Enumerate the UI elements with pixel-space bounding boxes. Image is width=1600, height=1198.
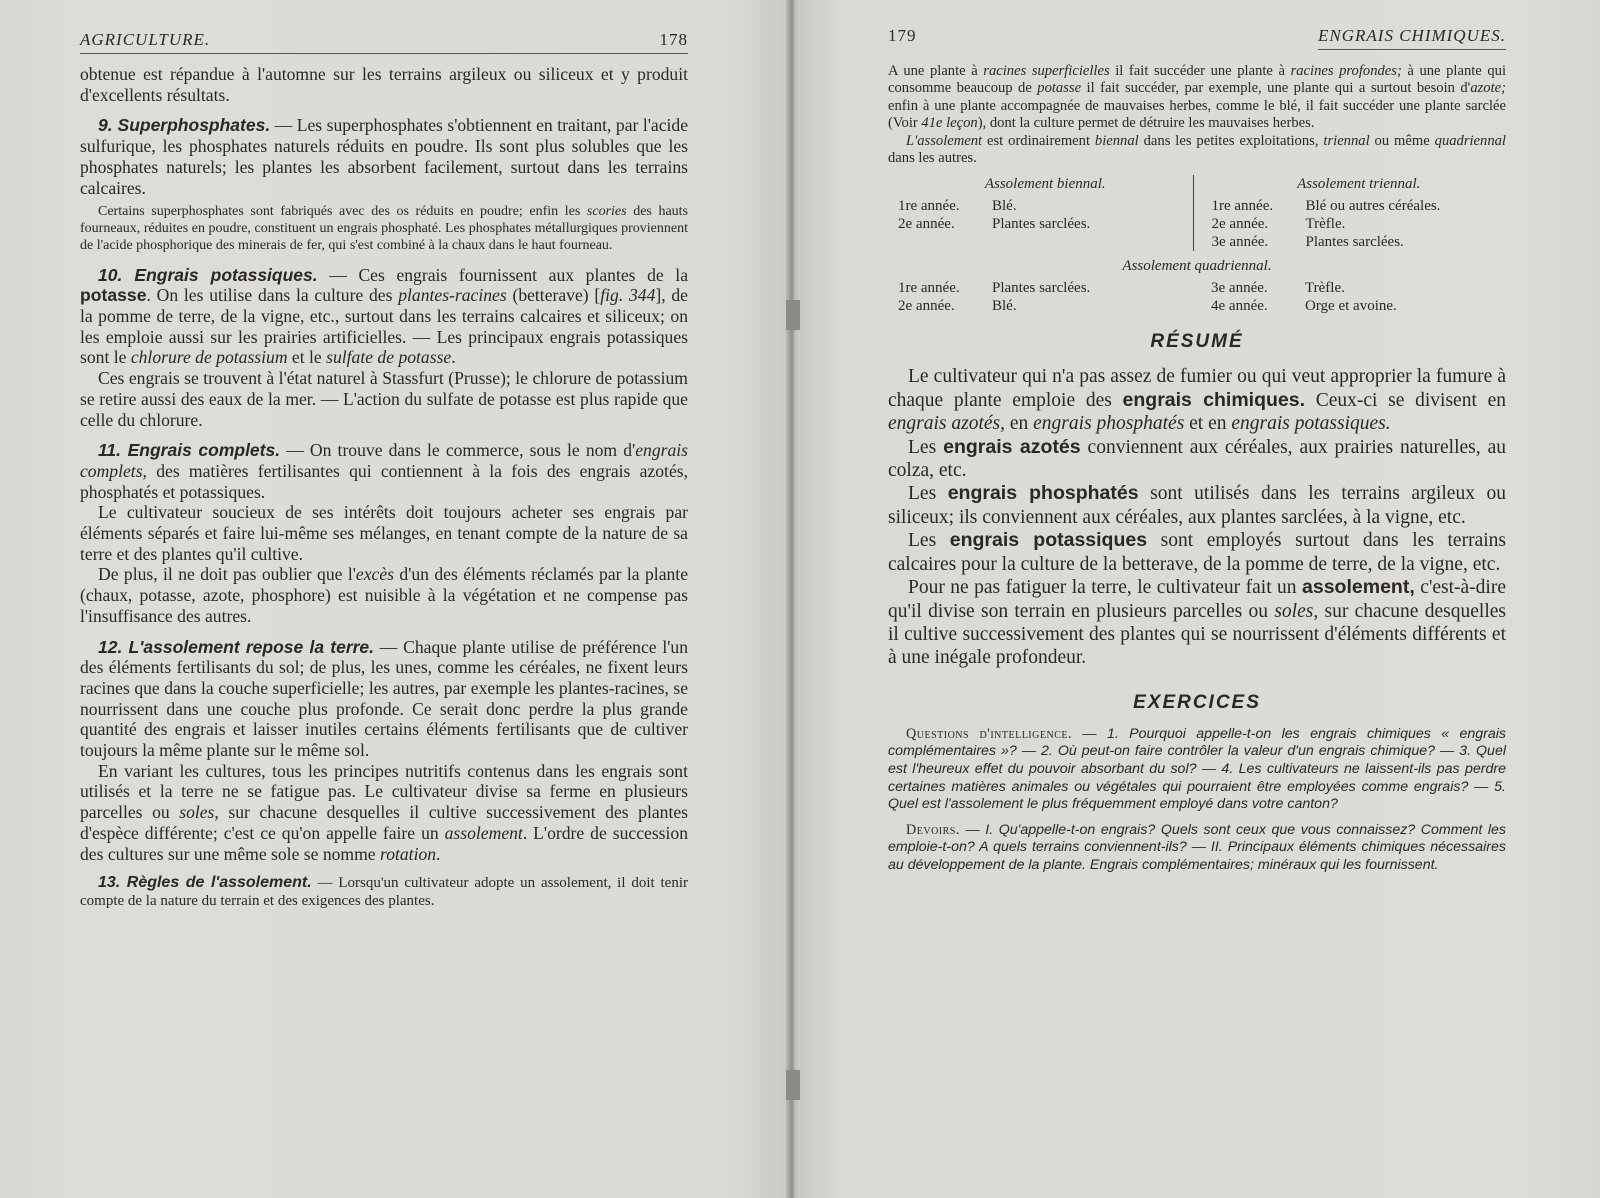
table-row: 4e année. Orge et avoine.	[1211, 298, 1397, 315]
resume-body	[888, 365, 1506, 669]
left-page-content	[80, 30, 688, 910]
resume-paragraph-3: Les engrais phosphatés sont utilisés dans les terrains argileux ou siliceux; ils conviennent aux céréales, aux plantes sarclées, à la vigne, etc.	[888, 482, 1506, 528]
book-gutter	[786, 0, 800, 1198]
section-12-title: 12. L'assolement repose la terre.	[98, 636, 375, 657]
right-page-content	[888, 26, 1506, 874]
devoirs-label: Devoirs.	[906, 821, 960, 838]
section-10: 10. Engrais potassiques. — Ces engrais fournissent aux plantes de la potasse. On les utilise dans la culture des plantes-racines (betterave) [fig. 344], de la pomme de terre, de la vigne, etc., surtout dans les terrains calcaires et siliceux; on les emploie aussi sur les prairies artificielles. — Les principaux engrais potassiques sont le chlorure de potassium et le sulfate de potasse.	[80, 264, 689, 368]
resume-heading: RÉSUMÉ	[1150, 331, 1244, 353]
right-running-header	[888, 26, 1506, 53]
section-11-paragraph-2: Le cultivateur soucieux de ses intérêts doit toujours acheter ses engrais par éléments séparés et faire lui-même ses mélanges, en tenant compte de la nature de sa terre et des plantes qu'il cultive.	[80, 502, 688, 564]
resume-paragraph-5: Pour ne pas fatiguer la terre, le cultivateur fait un assolement, c'est-à-dire qu'il divise son terrain en plusieurs parcelles ou soles, sur chacune desquelles il cultive successivement des plantes qui se nourrissent d'éléments différents et à une inégale profondeur.	[888, 576, 1506, 669]
section-9-note: Certains superphosphates sont fabriqués avec des os réduits en poudre; enfin les scories des hauts fourneaux, réduites en poudre, constituent un engrais phosphaté. Les phosphates métallurgiques proviennent de l'acide phosphorique des minerais de fer, qui s'est combiné à la chaux dans le haut fourneau.	[80, 204, 688, 253]
left-page-number: 178	[659, 30, 688, 49]
left-page	[0, 0, 792, 1198]
section-10-title: 10. Engrais potassiques.	[98, 264, 318, 285]
rotation-tables	[888, 175, 1506, 315]
questions-label: Questions d'intelligence.	[906, 725, 1073, 742]
rotation-intro-2: L'assolement est ordinairement biennal dans les petites exploitations, triennal ou même quadriennal dans les autres.	[888, 132, 1506, 167]
questions-paragraph: Questions d'intelligence. — 1. Pourquoi appelle-t-on les engrais chimiques « engrais complémentaires »? — 2. Où peut-on faire contrôler la valeur d'un engrais chimique? — 3. Quel est l'heureux effet du pouvoir absorbant du sol? — 4. Les cultivateurs ne laissent-ils pas perdre certaines matières animales ou végétales qui pourraient être employées comme engrais? — 5. Quel est l'assolement le plus fréquemment employé dans votre canton?	[888, 725, 1506, 813]
section-11-paragraph-3: De plus, il ne doit pas oublier que l'excès d'un des éléments réclamés par la plante (chaux, potasse, azote, phosphore) est nuisible à la végétation et ne compense pas l'insuffisance des autres.	[80, 564, 688, 626]
figure-reference: fig. 344	[600, 285, 656, 306]
triennial-title: Assolement triennal.	[1297, 176, 1421, 193]
right-page-number: 179	[888, 26, 917, 45]
table-row: 1re année. Blé.	[898, 198, 1017, 215]
section-9: 9. Superphosphates. — Les superphosphates s'obtiennent en traitant, par l'acide sulfurique, les phosphates naturels réduits en poudre. Ils sont plus solubles que les phosphates naturels; les plantes les absorbent facilement, surtout dans les terrains calcaires.	[80, 115, 688, 198]
table-row: 3e année. Plantes sarclées.	[1211, 234, 1404, 251]
right-running-title: ENGRAIS CHIMIQUES.	[1318, 26, 1506, 50]
resume-paragraph-4: Les engrais potassiques sont employés surtout dans les terrains calcaires pour la culture de la betterave, de la pomme de terre, de la vigne, etc.	[888, 529, 1506, 575]
section-11-title: 11. Engrais complets.	[98, 440, 281, 461]
resume-paragraph-2: Les engrais azotés conviennent aux céréales, aux prairies naturelles, au colza, etc.	[888, 435, 1506, 482]
table-row: 2e année. Trèfle.	[1211, 216, 1346, 233]
section-12: 12. L'assolement repose la terre. — Chaque plante utilise de préférence l'un des éléments fertilisants du sol; de plus, les unes, comme les céréales, ne fixent leurs racines que dans la couche superficielle; les autres, par exemple les plantes-racines, se nourrissent dans une couche plus profonde. Ce serait donc perdre la plus grande quantité des engrais et laisser inutiles certains éléments fertilisants que de cultiver toujours la même plante sur le même sol.	[80, 636, 688, 761]
section-13: 13. Règles de l'assolement. — Lorsqu'un cultivateur adopte un assolement, il doit tenir compte de la nature du terrain et des exigences des plantes.	[80, 874, 688, 910]
biennial-triennial-tables	[888, 175, 1506, 251]
biennial-table	[888, 175, 1193, 251]
table-row: 2e année. Plantes sarclées.	[898, 216, 1091, 233]
section-12-paragraph-2: En variant les cultures, tous les principes nutritifs contenus dans les engrais sont utilisés et la terre ne se fatigue pas. Le cultivateur divise sa ferme en plusieurs parcelles ou soles, sur chacune desquelles il cultive successivement des plantes d'espèce différente; c'est ce qu'on appelle faire un assolement. L'ordre de succession des cultures sur une même sole se nomme rotation.	[80, 760, 688, 864]
table-row: 3e année. Trèfle.	[1211, 280, 1345, 297]
right-page	[792, 0, 1600, 1198]
section-10-paragraph-2: Ces engrais se trouvent à l'état naturel à Stassfurt (Prusse); le chlorure de potassium se retire aussi des eaux de la mer. — L'action du sulfate de potasse est plus rapide que celle du chlorure.	[80, 368, 688, 430]
section-11: 11. Engrais complets. — On trouve dans le commerce, sous le nom d'engrais complets, des matières fertilisantes qui contiennent à la fois des engrais azotés, phosphatés et potassiques.	[80, 440, 688, 502]
binding-thread	[786, 1070, 800, 1100]
left-running-title: AGRICULTURE.	[80, 30, 211, 49]
opening-paragraph: obtenue est répandue à l'automne sur les terrains argileux ou siliceux et y produit d'excellents résultats.	[80, 64, 688, 105]
binding-thread	[786, 300, 800, 330]
quadrennial-table	[888, 279, 1506, 315]
triennial-table	[1193, 175, 1507, 251]
table-row: 1re année. Blé ou autres céréales.	[1211, 198, 1441, 215]
section-9-title: 9. Superphosphates.	[98, 115, 271, 136]
exercises-body	[888, 726, 1506, 875]
resume-paragraph-1: Le cultivateur qui n'a pas assez de fumier ou qui veut approprier la fumure à chaque plante emploie des engrais chimiques. Ceux-ci se divisent en engrais azotés, en engrais phosphatés et en engrais potassiques.	[888, 366, 1506, 435]
left-running-header	[80, 30, 688, 54]
rotation-intro: A une plante à racines superficielles il fait succéder une plante à racines profondes; à une plante qui consomme beaucoup de potasse il fait succéder, par exemple, une plante qui a surtout besoin d'azote; enfin à une plante accompagnée de mauvaises herbes, comme le blé, il fait succéder une plante sarclée (Voir 41e leçon), dont la culture permet de détruire les mauvaises herbes.	[888, 63, 1507, 132]
section-13-title: 13. Règles de l'assolement.	[98, 874, 312, 892]
biennial-title: Assolement biennal.	[984, 176, 1106, 193]
exercises-heading: EXERCICES	[1133, 691, 1261, 713]
table-row: 2e année. Blé.	[898, 298, 1017, 315]
devoirs-paragraph: Devoirs. — I. Qu'appelle-t-on engrais? Quels sont ceux que vous connaissez? Comment les emploie-t-on? A quels terrains conviennent-ils? — II. Principaux éléments chimiques nécessaires au développement de la plante. Engrais complémentaires; minéraux qui les fournissent.	[888, 821, 1506, 873]
quadrennial-title: Assolement quadriennal.	[1122, 258, 1272, 275]
table-row: 1re année. Plantes sarclées.	[898, 280, 1091, 297]
